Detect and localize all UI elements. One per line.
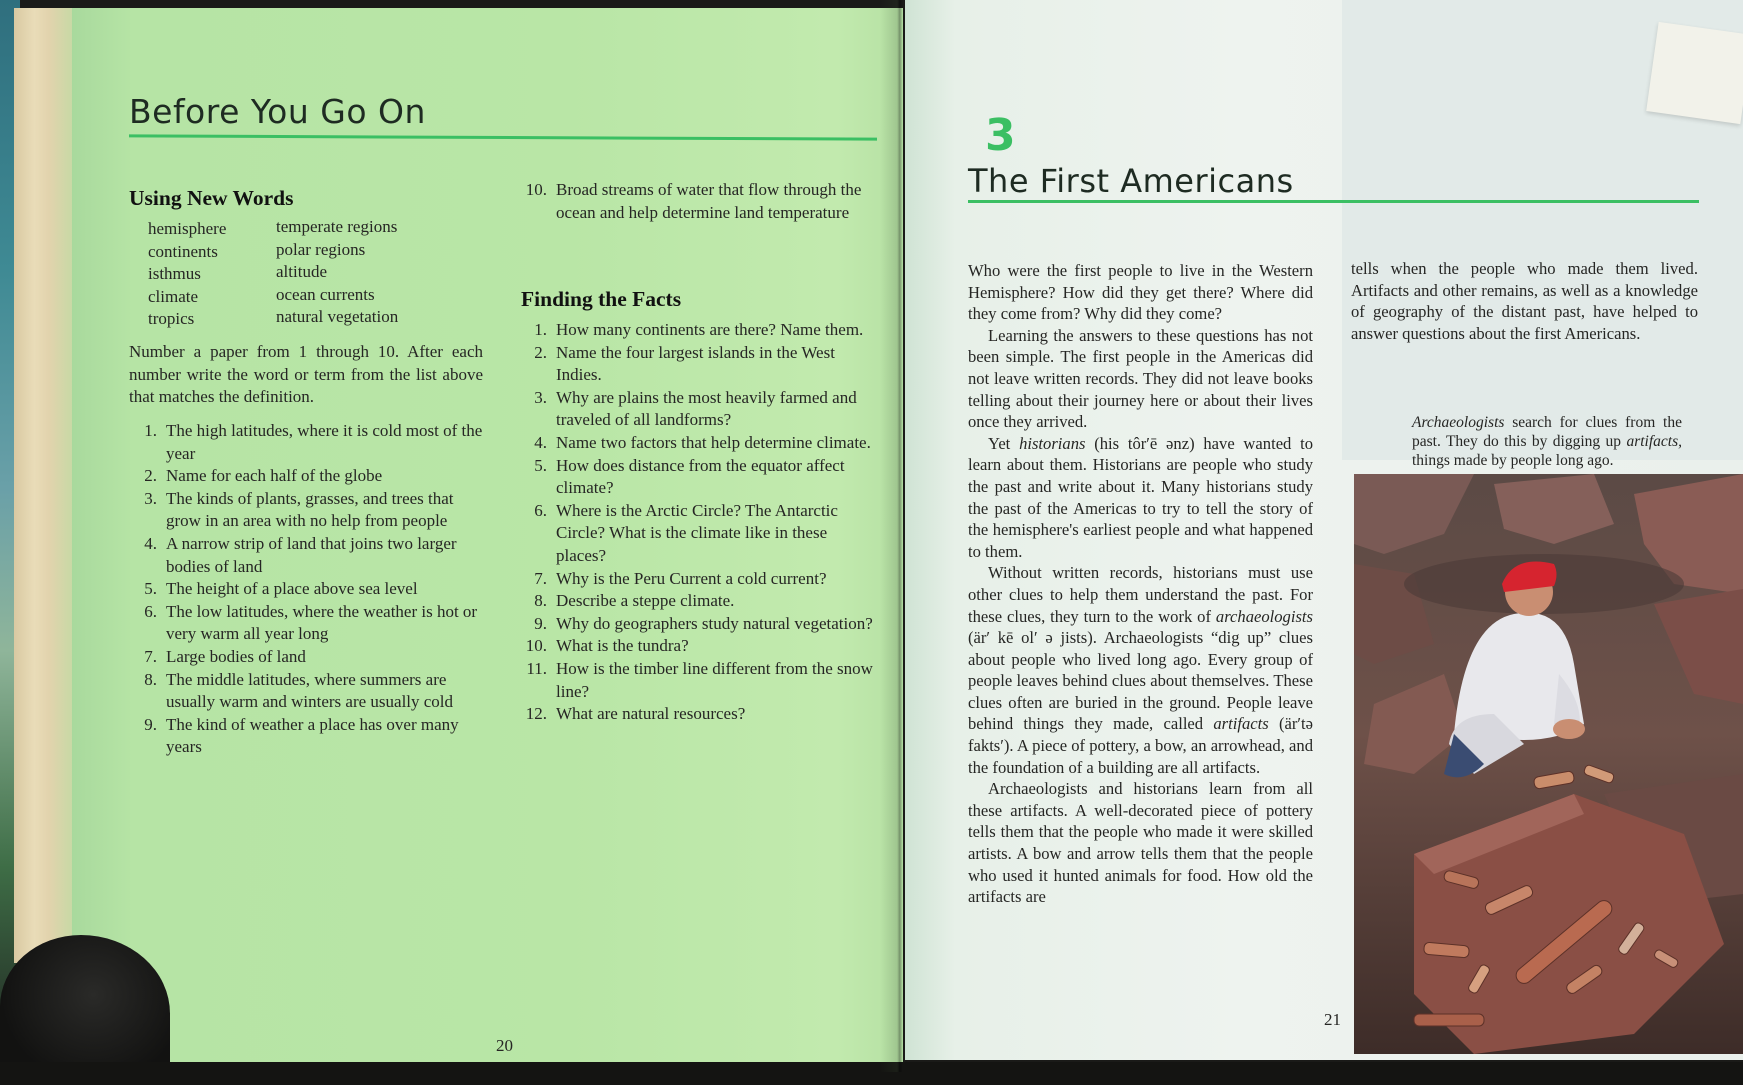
photo-caption: Archaeologists search for clues from the past. They do this by digging up artifacts, things made by people long ago. (1412, 414, 1682, 469)
page-stack (14, 8, 72, 963)
instructions: Number a paper from 1 through 10. After each number write the word or term from the list above that matches the definition. (129, 342, 483, 407)
vocab-word: ocean currents (276, 284, 375, 304)
fact-question: 4. Name two factors that help determine climate. (534, 432, 871, 452)
term-historians: historians (1019, 433, 1086, 453)
vocab-word: tropics (148, 309, 195, 329)
table-surface (0, 1062, 1743, 1085)
definition-item: 8. The middle latitudes, where summers are usually warm and winters are usually cold (144, 669, 454, 712)
chapter-column-1 (968, 260, 1313, 908)
vocab-word: temperate regions (276, 217, 398, 236)
fact-question: 2. Name the four largest islands in the West Indies. (534, 342, 835, 385)
fact-question: 10. What is the tundra? (525, 636, 689, 656)
folded-corner (1646, 22, 1743, 124)
chapter-rule (968, 200, 1699, 203)
term-artifacts: artifacts (1213, 714, 1269, 734)
book-gutter (880, 0, 918, 1072)
definition-item: 10. Broad streams of water that flow through the ocean and help determine land temperature (525, 180, 862, 222)
vocab-word: continents (148, 241, 218, 261)
vocab-word: altitude (276, 262, 327, 282)
chapter-title: The First Americans (968, 162, 1294, 200)
vocab-word: hemisphere (148, 219, 227, 238)
fact-question: 3. Why are plains the most heavily farmed and traveled of all landforms? (534, 387, 857, 430)
vocab-word: natural vegetation (276, 307, 399, 327)
fact-question: 9. Why do geographers study natural vegetation? (534, 613, 873, 633)
definitions-list (131, 420, 486, 759)
fact-question: 5. How does distance from the equator affect climate? (534, 455, 845, 498)
dig-site-illustration (1354, 474, 1743, 1054)
page-heading: Before You Go On (129, 92, 426, 131)
facts-list (521, 319, 881, 726)
archaeologist-photo (1354, 474, 1743, 1054)
page-number: 20 (496, 1036, 513, 1055)
vocab-list-1 (148, 218, 226, 331)
fact-question: 8. Describe a steppe climate. (534, 591, 735, 611)
vocab-list-2 (276, 216, 398, 329)
chapter-column-2 (1351, 258, 1698, 344)
page-number: 21 (1324, 1010, 1341, 1029)
definition-item: 4. A narrow strip of land that joins two larger bodies of land (144, 533, 457, 576)
paragraph: Yet historians (his tôr′ē ənz) have wanted to learn about them. Historians are people who study the past and write about it. Many historians study the past of the Americas to try to tell the story of the hemisphere's earliest people and what happened to them. (968, 433, 1314, 561)
chapter-number: 3 (985, 110, 1016, 161)
definition-item: 7. Large bodies of land (144, 646, 306, 666)
vocab-word: climate (148, 286, 199, 306)
paragraph: tells when the people who made them lived. Artifacts and other remains, as well as a knowledge of geography of the distant past, have helped to answer questions about the first Americans. (1351, 259, 1698, 343)
paragraph: Learning the answers to these questions has not been simple. The first people in the Americas did not leave written records. They did not leave books telling about their journey here or about their lives once they arrived. (968, 325, 1313, 432)
vocab-word: isthmus (148, 264, 201, 284)
section-title-words: Using New Words (129, 186, 294, 210)
fact-question: 12. What are natural resources? (525, 704, 746, 724)
definition-item: 3. The kinds of plants, grasses, and trees that grow in an area with no help from people (144, 488, 454, 531)
definition-item: 6. The low latitudes, where the weather is hot or very warm all year long (144, 601, 478, 644)
definition-item: 2. Name for each half of the globe (144, 466, 383, 486)
vocab-word: polar regions (276, 239, 366, 259)
paragraph: Without written records, historians must use other clues to help them understand the past. For these clues, they turn to the work of archaeologists (är′ kē ol′ ə jists). Archaeologists “dig up” clues about people who lived long ago. Every group of people leaves behind clues about themselves. These clues often are buried in the ground. People leave behind things they made, called artifacts (är′tə fakts′). A piece of pottery, a bow, an arrowhead, and the foundation of a building are all artifacts. (968, 563, 1313, 777)
fact-question: 1. How many continents are there? Name them. (534, 320, 864, 339)
term-archaeologists: archaeologists (1215, 606, 1313, 626)
paragraph: Who were the first people to live in the Western Hemisphere? How did they get there? Where did they come from? Why did they come? (968, 261, 1313, 324)
paragraph: Archaeologists and historians learn from all these artifacts. A well-decorated piece of pottery tells them that the people who made it were skilled artists. A bow and arrow tells them that the people who used it hunted animals for food. How old the artifacts are (968, 779, 1313, 907)
fact-question: 7. Why is the Peru Current a cold current? (534, 568, 827, 588)
fact-question: 6. Where is the Arctic Circle? The Antarctic Circle? What is the climate like in these places? (534, 500, 838, 565)
definition-item: 1. The high latitudes, where it is cold most of the year (144, 421, 483, 463)
definition-item: 9. The kind of weather a place has over many years (144, 714, 459, 757)
definition-item: 5. The height of a place above sea level (144, 579, 418, 599)
definitions-list-continued (521, 179, 866, 224)
fact-question: 11. How is the timber line different from the snow line? (526, 658, 873, 701)
section-title-facts: Finding the Facts (521, 287, 682, 311)
